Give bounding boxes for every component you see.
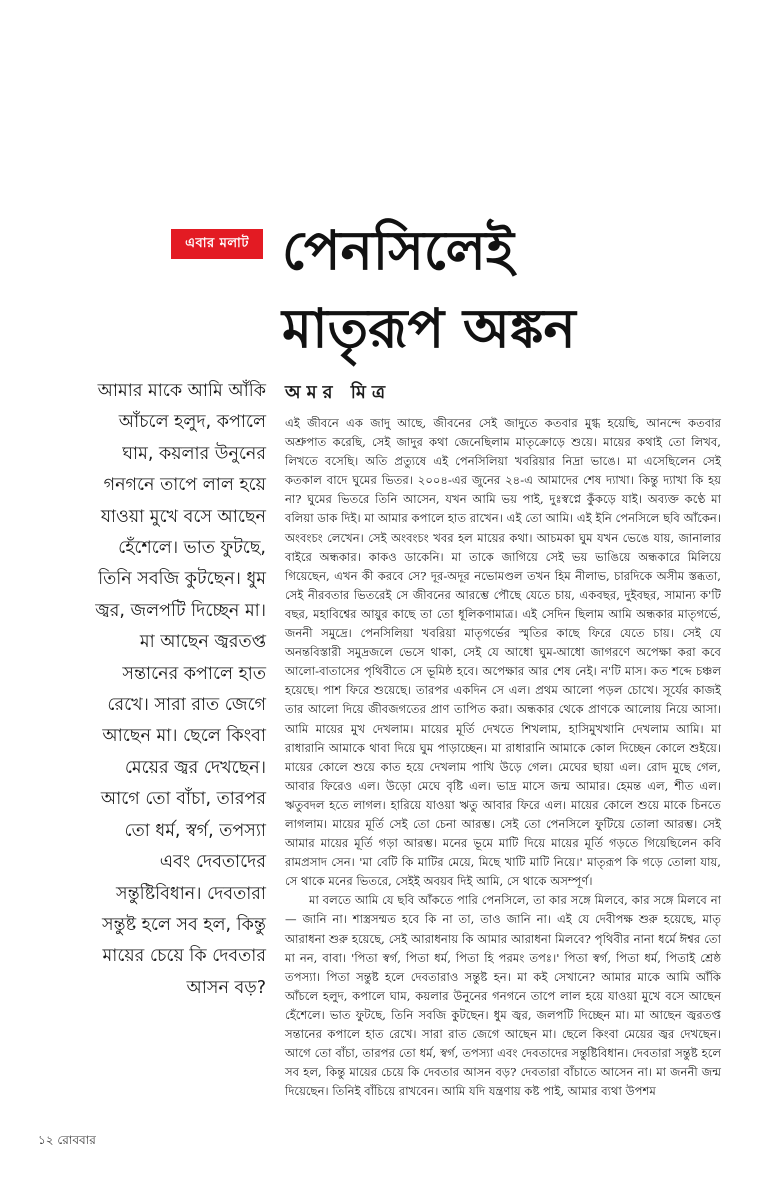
pull-quote-line: তিনি সবজি কুটছেন। ধুম bbox=[98, 569, 266, 590]
pull-quote-line: রেখে। সারা রাত জেগে bbox=[107, 695, 266, 716]
headline bbox=[282, 212, 752, 368]
pull-quote-line: গনগনে তাপে লাল হয়ে bbox=[103, 475, 266, 496]
pull-quote-line: এবং দেবতাদের bbox=[159, 852, 266, 873]
pull-quote-line: আসন বড়? bbox=[186, 977, 266, 998]
pull-quote-line: মায়ের চেয়ে কি দেবতার bbox=[102, 946, 266, 967]
pull-quote-line: তো ধর্ম, স্বর্গ, তপস্যা bbox=[124, 820, 266, 841]
pull-quote-line: আঁচলে হলুদ, কপালে bbox=[118, 412, 266, 433]
page-folio: ১২ রোববার bbox=[38, 1133, 96, 1147]
pull-quote-line: হেঁশেলে। ভাত ফুটছে, bbox=[118, 538, 266, 559]
pull-quote-line: ঘাম, কয়লার উনুনের bbox=[122, 443, 266, 464]
pull-quote-line: সন্তানের কপালে হাত bbox=[122, 663, 266, 684]
byline: অমর মিত্র bbox=[285, 382, 392, 403]
pull-quote-line: আছেন মা। ছেলে কিংবা bbox=[102, 726, 266, 747]
pull-quote-line: মেয়ের জ্বর দেখছেন। bbox=[124, 757, 266, 778]
pull-quote-line: যাওয়া মুখে বসে আছেন bbox=[100, 506, 266, 527]
pull-quote-line: সন্তুষ্টিবিধান। দেবতারা bbox=[116, 883, 266, 904]
section-tag-label: এবার মলাট bbox=[185, 235, 249, 251]
pull-quote-line: সন্তুষ্ট হলে সব হল, কিন্তু bbox=[101, 914, 266, 935]
body-paragraph-1: এই জীবনে এক জাদু আছে, জীবনের সেই জাদুতে কতবার মুগ্ধ হয়েছি, আনন্দে কতবার অশ্রুপাত করেছি, সেই জাদুর কথা জেনেছিলাম মাতৃক্রোড়ে শুয়ে। মায়ের কথাই তো লিখব, লিখতে বসেছি। অতি প্রত্যুষে এই পেনসিলিয়া খবরিয়ার নিদ্রা ভাঙে। মা এসেছিলেন সেই কতকাল বাদে ঘুমের ভিতর। ২০০৪-এর জুনের ২৪-এ আমাদের শেষ দ্যাখা। কিন্তু দ্যাখা কি হয় না? ঘুমের ভিতরে তিনি আসেন, যখন আমি ভয় পাই, দুঃস্বপ্নে কুঁকড়ে যাই। অব্যক্ত কণ্ঠে মা বলিয়া ডাক দিই। মা আমার কপালে হাত রাখেন। এই তো আমি। এই ইনি পেনসিলে ছবি আঁকেন। অংবংচং লেখেন। সেই অংবংচং খবর হল মায়ের কথা। আচমকা ঘুম যখন ভেঙে যায়, জানালার বাইরে অন্ধকার। কাকও ডাকেনি। মা তাকে জাগিয়ে সেই ভয় ভাঙিয়ে অন্ধকারে মিলিয়ে গিয়েছেন, এখন কী করবে সে? দূর-অদূর নভোমণ্ডল তখন হিম নীলাভ, চারদিকে অসীম স্তব্ধতা, সেই নীরবতার ভিতরেই সে জীবনের আরম্ভে পৌছে যেতে চায়, একবছর, দুইবছর, সামান্য ক'টি বছর, মহাবিশ্বের আয়ুর কাছে তা তো ধূলিকণামাত্র। এই সেদিন ছিলাম আমি অন্ধকার মাতৃগর্ভে, জননী সমুদ্রে। পেনসিলিয়া খবরিয়া মাতৃগর্ভের স্মৃতির কাছে ফিরে যেতে চায়। সেই যে অনন্তবিস্তারী সমুদ্রজলে ভেসে থাকা, সেই যে আধো ঘুম-আধো জাগরণে অপেক্ষা করা কবে আলো-বাতাসের পৃথিবীতে সে ভূমিষ্ঠ হবে। অপেক্ষার আর শেষ নেই। ন'টি মাস। কত শব্দে চঞ্চল হয়েছে। পাশ ফিরে শুয়েছে। তারপর একদিন সে এল। প্রথম আলো পড়ল চোখে। সূর্যের কাজই তার আলো দিয়ে জীবজগতের প্রাণ তাপিত করা। অন্ধকার থেকে প্রাণকে আলোয় নিয়ে আসা। আমি মায়ের মুখ দেখলাম। মায়ের মূর্তি দেখতে শিখলাম, হাসিমুখখানি দেখলাম আমি। মা রাধারানি আমাকে থাবা দিয়ে ঘুম পাড়াচ্ছেন। মা রাধারানি আমাকে কোল দিচ্ছেন কোলে শুইয়ে। মায়ের কোলে শুয়ে কাত হয়ে দেখলাম পাখি উড়ে গেল। মেঘের ছায়া এল। রোদ মুছে গেল, আবার ফিরেও এল। উড়ো মেঘে বৃষ্টি এল। ভাদ্র মাসে জন্ম আমার। হেমন্ত এল, শীত এল। ঋতুবদল হতে লাগল। হারিয়ে যাওয়া ঋতু আবার ফিরে এল। মায়ের কোলে শুয়ে মাকে চিনতে লাগলাম। মায়ের মূর্তি সেই তো চেনা আরম্ভ। সেই তো পেনসিলে ফুটিয়ে তোলা আরম্ভ। সেই আমার মায়ের মূর্তি গড়া আরম্ভ। মনের ভূমে মাটি দিয়ে মায়ের মূর্তি গড়তে গিয়েছিলেন কবি রামপ্রসাদ সেন। 'মা বেটি কি মাটির মেয়ে, মিছে খাটি মাটি নিয়ে।' মাতৃরূপ কি গড়ে তোলা যায়, সে থাকে মনের ভিতরে, সেইই অবয়ব দিই আমি, সে থাকে অসম্পূর্ণ। bbox=[285, 416, 721, 889]
body-paragraph-2: মা বলতে আমি যে ছবি আঁকতে পারি পেনসিলে, তা কার সঙ্গে মিলবে, কার সঙ্গে মিলবে না— জানি না। শাস্ত্রসম্মত হবে কি না তা, তাও জানি না। এই যে দেবীপক্ষ শুরু হয়েছে, মাতৃ আরাধনা শুরু হয়েছে, সেই আরাধনায় কি আমার আরাধনা মিলবে? পৃথিবীর নানা ধর্মে ঈশ্বর তো মা নন, বাবা। 'পিতা স্বর্গ, পিতা ধর্ম, পিতা হি পরমং তপঃ।' পিতা স্বর্গ, পিতা ধর্ম, পিতাই শ্রেষ্ঠ তপস্যা। পিতা সন্তুষ্ট হলে দেবতারাও সন্তুষ্ট হন। মা কই সেখানে? আমার মাকে আমি আঁকি আঁচলে হলুদ, কপালে ঘাম, কয়লার উনুনের গনগনে তাপে লাল হয়ে যাওয়া মুখে বসে আছেন হেঁশেলে। ভাত ফুটছে, তিনি সবজি কুটছেন। ধুম জ্বর, জলপটি দিচ্ছেন মা। মা আছেন জ্বরতপ্ত সন্তানের কপালে হাত রেখে। সারা রাত জেগে আছেন মা। ছেলে কিংবা মেয়ের জ্বর দেখছেন। আগে তো বাঁচা, তারপর তো ধর্ম, স্বর্গ, তপস্যা এবং দেবতাদের সন্তুষ্টিবিধান। দেবতারা সন্তুষ্ট হলে সব হল, কিন্তু মায়ের চেয়ে কি দেবতার আসন বড়? দেবতারা বাঁচাতে আসেন না। মা জননী জন্ম দিয়েছেন। তিনিই বাঁচিয়ে রাখবেন। আমি যদি যন্ত্রণায় কষ্ট পাই, আমার ব্যথা উপশম bbox=[285, 893, 721, 1099]
headline-line-2: মাতৃরূপ অঙ্কন bbox=[282, 297, 576, 360]
article-body bbox=[285, 414, 721, 1101]
pull-quote-line: মা আছেন জ্বরতপ্ত bbox=[139, 632, 266, 653]
section-tag bbox=[171, 229, 263, 259]
pull-quote bbox=[66, 376, 266, 1004]
pull-quote-line: আগে তো বাঁচা, তারপর bbox=[100, 789, 266, 810]
headline-line-1: পেনসিলেই bbox=[282, 219, 514, 282]
pull-quote-line: জ্বর, জলপটি দিচ্ছেন মা। bbox=[95, 600, 266, 621]
pull-quote-line: আমার মাকে আমি আঁকি bbox=[97, 381, 266, 401]
